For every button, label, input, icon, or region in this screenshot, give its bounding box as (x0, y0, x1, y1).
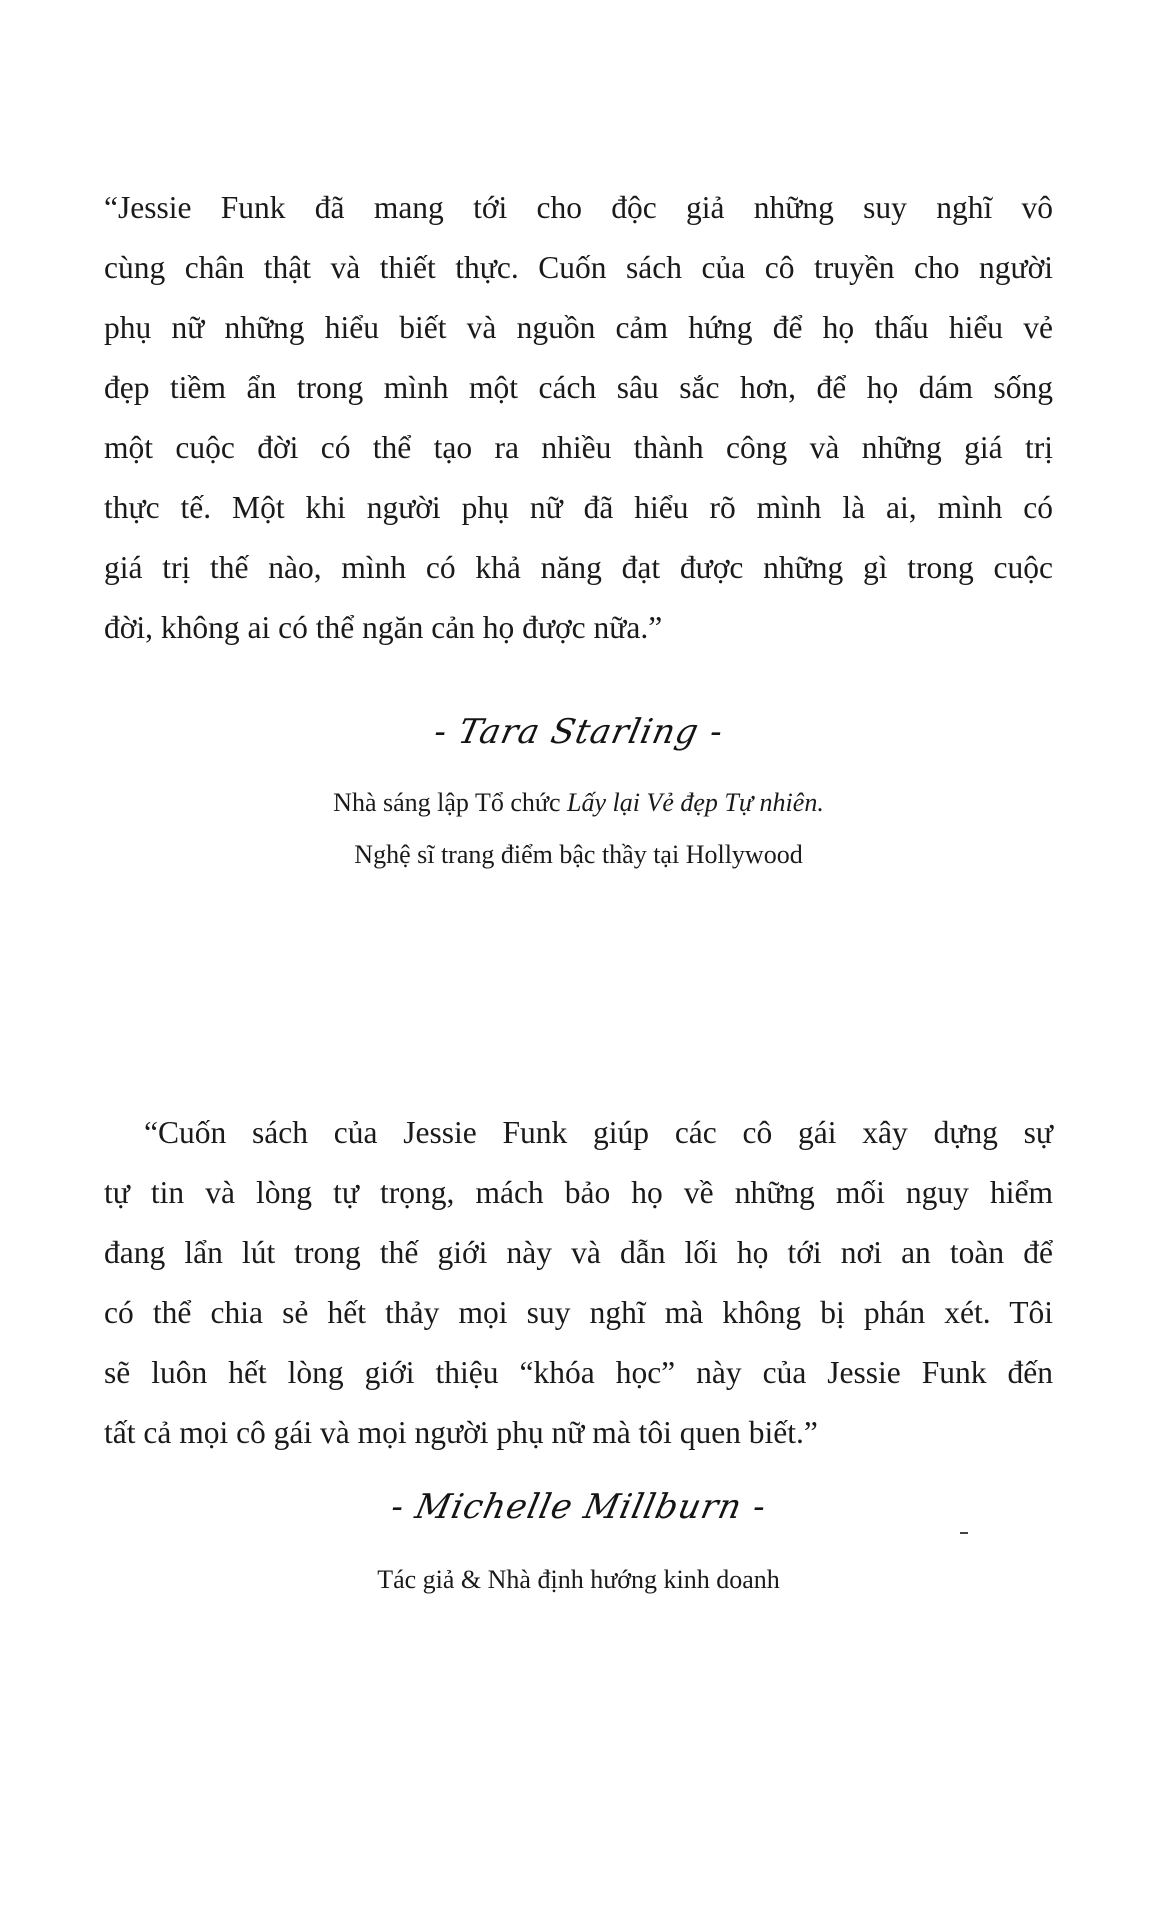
quote-line: tự tin và lòng tự trọng, mách bảo họ về những mối nguy hiểm (104, 1175, 1053, 1210)
signature-name: Michelle Millburn (411, 1487, 746, 1527)
credit-prefix: Nhà sáng lập Tổ chức (333, 788, 567, 817)
quote-line: giá trị thế nào, mình có khả năng đạt được những gì trong cuộc (104, 550, 1053, 585)
quote-line: “Jessie Funk đã mang tới cho độc giả những suy nghĩ vô (104, 190, 1053, 225)
author-credit-1 (0, 784, 1157, 822)
quote-line: một cuộc đời có thể tạo ra nhiều thành công và những giá trị (104, 430, 1053, 465)
signature-michelle-millburn (0, 1487, 1157, 1527)
author-credit-2: Tác giả & Nhà định hướng kinh doanh (377, 1565, 780, 1594)
quote-line: phụ nữ những hiểu biết và nguồn cảm hứng để họ thấu hiểu vẻ (104, 310, 1053, 345)
signature-dash-left: - (434, 712, 447, 752)
quote-line: “Cuốn sách của Jessie Funk giúp các cô gái xây dựng sự (144, 1115, 1053, 1150)
quote-line: có thể chia sẻ hết thảy mọi suy nghĩ mà không bị phán xét. Tôi (104, 1295, 1053, 1330)
credit-organization: Lấy lại Vẻ đẹp Tự nhiên. (567, 788, 824, 817)
quote-line: thực tế. Một khi người phụ nữ đã hiểu rõ mình là ai, mình có (104, 490, 1053, 525)
quote-line: sẽ luôn hết lòng giới thiệu “khóa học” này của Jessie Funk đến (104, 1355, 1053, 1390)
testimonial-quote-2 (104, 1103, 1053, 1463)
quote-line: cùng chân thật và thiết thực. Cuốn sách của cô truyền cho người (104, 250, 1053, 285)
signature-dash-right: - (710, 712, 723, 752)
quote-line: đời, không ai có thể ngăn cản họ được nữa.” (104, 610, 663, 645)
quote-line: đẹp tiềm ẩn trong mình một cách sâu sắc hơn, để họ dám sống (104, 370, 1053, 405)
quote-line: đang lẩn lút trong thế giới này và dẫn lối họ tới nơi an toàn để (104, 1235, 1053, 1270)
signature-dash-left: - (391, 1487, 404, 1527)
ink-speck (960, 1532, 968, 1534)
signature-name: Tara Starling (454, 712, 703, 752)
quote-line: tất cả mọi cô gái và mọi người phụ nữ mà tôi quen biết.” (104, 1415, 818, 1450)
author-credit-1-line2: Nghệ sĩ trang điểm bậc thầy tại Hollywood (354, 840, 803, 869)
signature-tara-starling (0, 712, 1157, 752)
testimonial-quote-1 (104, 178, 1053, 658)
signature-dash-right: - (753, 1487, 766, 1527)
